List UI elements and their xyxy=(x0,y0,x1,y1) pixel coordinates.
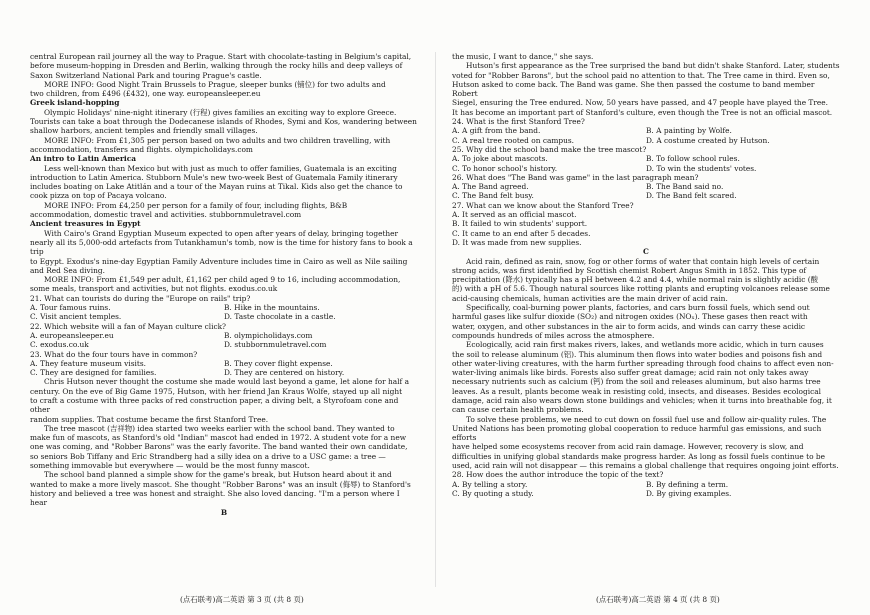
q22-options-row2 xyxy=(30,340,418,349)
q22-option-a: A. europeansleeper.eu xyxy=(30,330,114,340)
q21-options-row2 xyxy=(30,312,418,321)
text-line: introduction to Latin America. Stubborn Mule's new two-week Best of Guatemala Family itinerary xyxy=(30,172,398,182)
text-line: water, oxygen, and other substances in the air to form acids, and winds can carry these acidic xyxy=(452,321,806,331)
text-line: before museum-hopping in Dresden and Berlin, walking through the rocky hills and deep valleys of xyxy=(30,61,403,71)
text-line: nearly all its 5,000-odd artefacts from Tutankhamun's tomb, now is the time for history fans to book a trip xyxy=(30,237,413,257)
text-line: Greek island-hopping xyxy=(30,98,120,108)
text-line: strong acids, was first identified by Scottish chemist Robert Angus Smith in 1852. This type of xyxy=(452,265,807,275)
left-column xyxy=(30,52,418,517)
right-column xyxy=(452,52,840,498)
q22-option-d: D. stubbornmuletravel.com xyxy=(224,340,327,350)
text-line: MORE INFO: From £1,549 per adult, £1,162 per child aged 9 to 16, including accommodation, xyxy=(44,275,401,285)
q25-option-a: A. To joke about mascots. xyxy=(452,154,548,164)
q25-option-c: C. To honor school's history. xyxy=(452,163,558,173)
text-line: century. On the eve of Big Game 1975, Hutson, with her friend Jan Kraus Wolfe, stayed up all night xyxy=(30,386,403,396)
q27-option-a: A. It served as an official mascot. xyxy=(452,210,577,220)
q23-option-d: D. They are centered on history. xyxy=(224,368,345,378)
text-line: acid-causing chemicals, human activities are the main driver of acid rain. xyxy=(452,293,728,303)
text-line: shallow harbors, ancient temples and friendly small villages. xyxy=(30,126,258,136)
q23-options-row1 xyxy=(30,359,418,368)
text-line: some meals, transport and activities, but not flights. exodus.co.uk xyxy=(30,284,278,294)
text-line: two children, from £496 (£432), one way. europeansleeper.eu xyxy=(30,89,261,99)
text-line: random supplies. That costume became the first Stanford Tree. xyxy=(30,414,269,424)
text-line: MORE INFO: From £1,305 per person based on two adults and two children travelling, with xyxy=(44,135,391,145)
text-line: precipitation (降水) typically has a pH between 4.2 and 4.4, while normal rain is slightly acidic (酸 xyxy=(452,275,819,285)
text-line: It has become an important part of Stanford's culture, even though the Tree is not an official mascot. xyxy=(452,107,833,117)
q22-option-c: C. exodus.co.uk xyxy=(30,340,89,350)
text-line: 24. What is the first Stanford Tree? xyxy=(452,117,585,127)
section-b-label: B xyxy=(220,507,228,517)
section-c-label: C xyxy=(643,247,649,257)
text-line: Hutson's first appearance as the Tree surprised the band but didn't shake Stanford. Later, students xyxy=(466,61,840,71)
text-line: make fun of mascots, as Stanford's old "Indian" mascot had ended in 1972. A student vote for a new xyxy=(30,433,407,443)
text-line: accommodation, domestic travel and activities. stubbornmuletravel.com xyxy=(30,210,302,220)
text-line: history and believed a tree was honest and straight. She also loved dancing. "I'm a person where I hear xyxy=(30,488,400,508)
text-line: Tourists can take a boat through the Dodecanese islands of Rhodes, Symi and Kos, wandering between xyxy=(30,117,417,127)
text-line: damage, acid rain also wears down stone buildings and vehicles; when it turns into breathable fog, it xyxy=(452,395,832,405)
q28-option-d: D. By giving examples. xyxy=(646,488,732,498)
text-line: Ancient treasures in Egypt xyxy=(30,219,141,229)
text-line: voted for "Robber Barons", but the school paid no attention to that. The Tree came in third. Even so, xyxy=(452,70,830,80)
text-line: includes boating on Lake Atitlán and a tour of the Mayan ruins at Tikal. Kids also get the chance to xyxy=(30,182,403,192)
text-line: the music, I want to dance," she says. xyxy=(452,52,594,61)
q26-option-d: D. The Band felt scared. xyxy=(646,191,737,201)
text-line: something immovable but everywhere — would be the most funny mascot. xyxy=(30,461,310,471)
q26-option-a: A. The Band agreed. xyxy=(452,182,529,192)
text-line: United Nations has been promoting global cooperation to reduce harmful gas emissions, and such efforts xyxy=(452,423,822,443)
q22-option-b: B. olympicholidays.com xyxy=(224,330,313,340)
text-line: To solve these problems, we need to cut down on fossil fuel use and follow air-quality rules. The xyxy=(466,414,827,424)
q27-option-c: C. It came to an end after 5 decades. xyxy=(452,228,591,238)
text-line: accommodation, transfers and flights. olympicholidays.com xyxy=(30,144,253,154)
q23-options-row2 xyxy=(30,368,418,377)
q24-option-c: C. A real tree rooted on campus. xyxy=(452,135,575,145)
q22-options-row1 xyxy=(30,331,418,340)
q28-option-a: A. By telling a story. xyxy=(452,479,528,489)
q25-option-d: D. To win the students' votes. xyxy=(646,163,757,173)
q21-option-c: C. Visit ancient temples. xyxy=(30,312,122,322)
q28-options-row1 xyxy=(452,480,840,489)
q23-stem: 23. What do the four tours have in common? xyxy=(30,349,198,359)
text-line: compounds hundreds of miles across the atmosphere. xyxy=(452,330,655,340)
q24-option-a: A. A gift from the band. xyxy=(452,126,541,136)
text-line: the soil to release aluminum (铝). This aluminum then flows into water bodies and poisons fish and xyxy=(452,349,823,359)
text-line: Hutson asked to come back. The Band was game. She then passed the costume to band member Robert xyxy=(452,79,815,99)
text-line: Acid rain, defined as rain, snow, fog or other forms of water that contain high levels of certain xyxy=(466,256,820,266)
q26-options-row1 xyxy=(452,182,840,191)
q26-option-c: C. The Band felt busy. xyxy=(452,191,534,201)
text-line: one was coming, and "Robber Barons" was the early favorite. The band wanted their own candidate, xyxy=(30,442,408,452)
text-line: wanted to make a more lively mascot. She thought "Robber Barons" was an insult (侮辱) to Stanford's xyxy=(30,479,411,489)
text-line: central European rail journey all the way to Prague. Start with chocolate-tasting in Belgium's capital, xyxy=(30,52,412,61)
q21-options-row1 xyxy=(30,303,418,312)
q25-stem: 25. Why did the school band make the tree mascot? xyxy=(452,144,647,154)
q28-option-c: C. By quoting a study. xyxy=(452,488,534,498)
q23-option-c: C. They are designed for families. xyxy=(30,368,157,378)
text-line: to Egypt. Exodus's nine-day Egyptian Family Adventure includes time in Cairo as well as Nile sailing xyxy=(30,256,408,266)
footer-left-page-number: (点石联考)高二英语 第 3 页 (共 8 页) xyxy=(180,595,304,604)
text-line: The school band planned a simple show for the game's break, but Hutson heard about it and xyxy=(44,470,392,480)
footer-right-page-number: (点石联考)高二英语 第 4 页 (共 8 页) xyxy=(596,595,720,604)
text-line: and Red Sea diving. xyxy=(30,265,105,275)
text-line: water-living animals like birds. Forests also suffer great damage; acid rain not only takes away xyxy=(452,368,809,378)
text-line: to craft a costume with three packs of red construction paper, a diving belt, a Styrofoam cone and other xyxy=(30,395,399,415)
q26-options-row2 xyxy=(452,191,840,200)
text-line: have helped some ecosystems recover from acid rain damage. However, recovery is slow, and xyxy=(452,442,804,452)
text-line: so seniors Bob Tiffany and Eric Strandberg had a silly idea on a drive to a USC game: a tree — xyxy=(30,451,386,461)
text-line: 28. How does the author introduce the topic of the text? xyxy=(452,470,664,480)
q28-options-row2 xyxy=(452,489,840,498)
q24-options-row2 xyxy=(452,136,840,145)
q27-option-b: B. It failed to win students' support. xyxy=(452,219,588,229)
text-line: The tree mascot (吉祥物) idea started two weeks earlier with the school band. They wanted to xyxy=(44,423,395,433)
q25-options-row1 xyxy=(452,154,840,163)
q25-options-row2 xyxy=(452,164,840,173)
q22-stem: 22. Which website will a fan of Mayan culture click? xyxy=(30,321,227,331)
q26-option-b: B. The Band said no. xyxy=(646,182,724,192)
text-line: used, acid rain will not disappear — this remains a global challenge that requires ongoing joint efforts. xyxy=(452,461,839,471)
q23-option-a: A. They feature museum visits. xyxy=(30,358,146,368)
text-line: cook pizza on top of Pacaya volcano. xyxy=(30,191,167,201)
q26-stem: 26. What does "The Band was game" in the last paragraph mean? xyxy=(452,172,699,182)
q24-options-row1 xyxy=(452,126,840,135)
text-line: necessary nutrients such as calcium (钙) from the soil and releases aluminum, but also harms tree xyxy=(452,377,821,387)
text-line: Less well-known than Mexico but with just as much to offer families, Guatemala is an exciting xyxy=(44,163,397,173)
q21-option-a: A. Tour famous ruins. xyxy=(30,303,111,313)
q23-option-b: B. They cover flight expense. xyxy=(224,358,333,368)
q28-option-b: B. By defining a term. xyxy=(646,479,729,489)
text-line: other water-living creatures, with the harm further spreading through food chains to affect even non- xyxy=(452,358,834,368)
text-line: An intro to Latin America xyxy=(30,154,136,164)
q25-option-b: B. To follow school rules. xyxy=(646,154,740,164)
text-line: Chris Hutson never thought the costume she made would last beyond a game, let alone for half a xyxy=(44,377,409,387)
text-line: With Cairo's Grand Egyptian Museum expected to open after years of delay, bringing together xyxy=(44,228,399,238)
q21-option-d: D. Taste chocolate in a castle. xyxy=(224,312,336,322)
text-line: MORE INFO: From £4,250 per person for a family of four, including flights, B&B xyxy=(44,200,348,210)
text-line: Saxon Switzerland National Park and touring Prague's castle. xyxy=(30,70,262,80)
text-line: Olympic Holidays' nine-night itinerary (行程) gives families an exciting way to explore Greece. xyxy=(44,107,397,117)
q24-option-b: B. A painting by Wolfe. xyxy=(646,126,732,136)
text-line: 的) with a pH of 5.6. Though natural sources like rotting plants and erupting volcanoes release some xyxy=(452,284,830,294)
text-line: difficulties in unifying global standards make progress harder. As long as fossil fuels continue to be xyxy=(452,451,825,461)
q21-option-b: B. Hike in the mountains. xyxy=(224,303,320,313)
text-line: Specifically, coal-burning power plants, factories, and cars burn fossil fuels, which send out xyxy=(466,303,810,313)
q24-option-d: D. A costume created by Hutson. xyxy=(646,135,770,145)
text-line: Siegel, ensuring the Tree endured. Now, 50 years have passed, and 47 people have played the Tree. xyxy=(452,98,828,108)
text-line: MORE INFO: Good Night Train Brussels to Prague, sleeper bunks (铺位) for two adults and xyxy=(44,79,386,89)
text-line: can cause certain health problems. xyxy=(452,405,584,415)
text-line: leaves. As a result, plants become weak in resisting cold, insects, and diseases. Besides ecological xyxy=(452,386,821,396)
q27-option-d: D. It was made from new supplies. xyxy=(452,237,582,247)
text-line: harmful gases like sulfur dioxide (SO₂) and nitrogen oxides (NOₓ). These gases then react with xyxy=(452,312,808,322)
text-line: 21. What can tourists do during the "Europe on rails" trip? xyxy=(30,293,251,303)
text-line: Ecologically, acid rain first makes rivers, lakes, and wetlands more acidic, which in turn causes xyxy=(466,340,824,350)
q27-stem: 27. What can we know about the Stanford Tree? xyxy=(452,200,634,210)
column-divider xyxy=(435,52,436,587)
